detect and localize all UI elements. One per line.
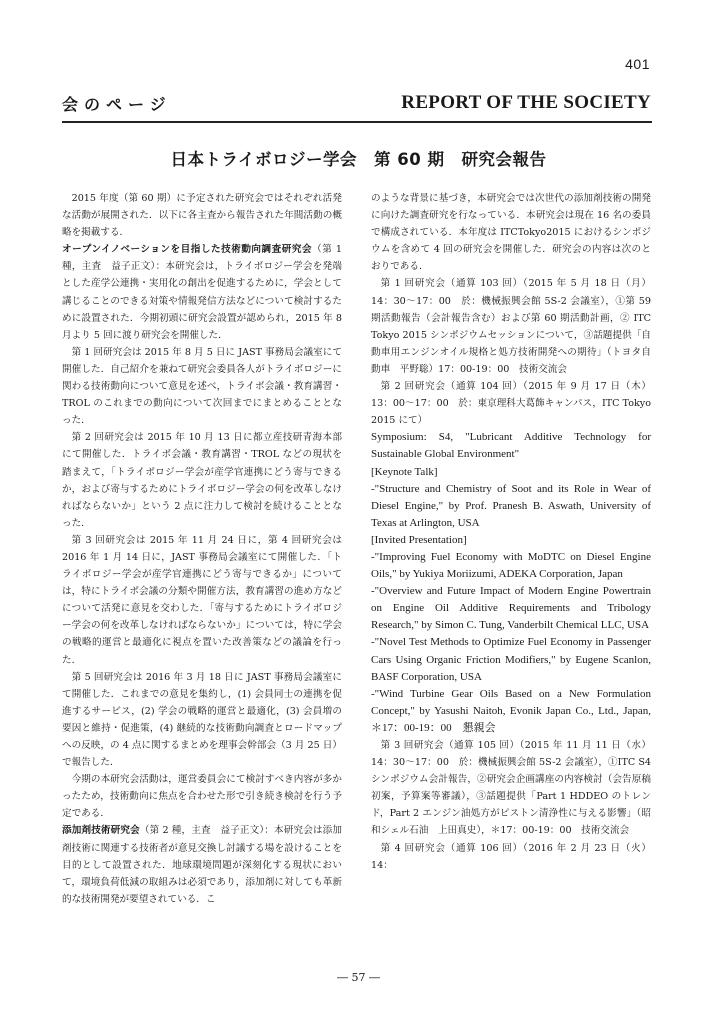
oi-meeting-5: 第 5 回研究会は 2016 年 3 月 18 日に JAST 事務局会議室にて開催した．これまでの意見を集約し，(1) 会員同士の連携を促進するサービス，(2) 学会の戦略的運営と最適化，(3) 会員増の要因と維持・促進策，(4) 継続的な技術動向調査とロードマップへの反映，の 4 点に関するまとめを理事会幹部会（3 月 25 日）で報告した． (62, 671, 342, 769)
intro-paragraph: 2015 年度（第 60 期）に予定された研究会ではそれぞれ活発な活動が展開された．以下に各主査から報告された年間活動の概略を掲載する． (62, 193, 342, 239)
keynote-label: [Keynote Talk] (371, 465, 438, 478)
page-title: 日本トライボロジー学会 第 60 期 研究会報告 (170, 150, 547, 169)
page-number: 401 (625, 56, 650, 72)
additive-committee-body: （第 2 種，主査 益子正文）：本研究会は添加剤技術に関連する技術者が意見交換し討議する場を設けることを目的として設置された．地球環境問題が深刻化する現状において，環境負荷低減の取組みは必須であり，添加剤に対しても革新的な技術開発が要望されている．こ (62, 825, 343, 905)
additive-committee-paragraph (62, 822, 342, 907)
additive-committee-heading: 添加剤技術研究会 (62, 825, 140, 837)
oi-committee-body: （第 1 種，主査 益子正文）：本研究会は，トライボロジー学会を発端とした産学公連携・実用化の創出を促進するために，学会として講じることのできる対策や情報発信方法などについて検討するために設置された．今期初頭に研究会設置が認められ，2015 年 8 月より 5 回に渡り研究会を開催した． (62, 244, 343, 341)
additive-continued: のような背景に基づき，本研究会では次世代の添加剤技術の開発に向けた調査研究を行なっている．本研究会は現在 16 名の委員で構成されている．本年度は ITCTokyo2015 におけるシンポジウムを含めて 4 回の研究会を開催した．研究会の内容は次のとおりである． (371, 193, 651, 273)
additive-meeting-3: 第 3 回研究会（通算 105 回）（2015 年 11 月 11 日（水）14：30～17：00 於：機械振興会館 5S-2 会議室），①ITC S4 シンポジウム会計報告，②研究会企画講座の内容検討（会告原稿初案，予算案等審議），③話題提供「Part 1 HDDEO のトレンド，Part 2 エンジン油処方がピストン清浄性に与える影響」（昭和シェル石油 上田真史），＊17：00-19：00 技術交流会 (371, 740, 651, 837)
keynote-talk: -"Structure and Chemistry of Soot and its Role in Wear of Diesel Engine," by Prof. Pranesh B. Aswath, University of Texas at Arlington, USA (371, 482, 651, 529)
symposium-title: Symposium: S4, "Lubricant Additive Technology for Sustainable Global Environment" (371, 431, 651, 461)
additive-meeting-4: 第 4 回研究会（通算 106 回）（2016 年 2 月 23 日（火）14： (371, 842, 651, 871)
invited-talk-2: -"Overview and Future Impact of Modern Engine Powertrain on Engine Oil Additive Requirements and Tribology Research," by Simon C. Tung, Vanderbilt Chemical LLC, USA (371, 585, 651, 632)
oi-committee-heading: オープンイノベーションを目指した技術動向調査研究会 (62, 244, 313, 256)
oi-meeting-2: 第 2 回研究会は 2015 年 10 月 13 日に都立産技研青海本部にて開催した．トライボ会議・教育講習・TROL などの現状を踏まえて，「トライボロジー学会が産学官連携にどう寄与できるか，および寄与するためにトライボロジー学会の何を改革しなければならないか」という 2 点に注力して検討を続けることとなった． (62, 432, 342, 529)
header-rule (62, 121, 652, 123)
additive-meeting-2: 第 2 回研究会（通算 104 回）（2015 年 9 月 17 日（木）13：00～17：00 於：東京理科大葛飾キャンパス，ITC Tokyo 2015 にて） (371, 381, 651, 427)
oi-meeting-1: 第 1 回研究会は 2015 年 8 月 5 日に JAST 事務局会議室にて開催した．自己紹介を兼ねて研究会委員各人がトライボロジーに関わる技術動向について意見を述べ，トライボ会議・教育講習・TROL のこれまでの動向について次回までにまとめることとなった． (62, 346, 342, 427)
oi-future-plan: 今期の本研究会活動は，運営委員会にて検討すべき内容が多かったため，技術動向に焦点を合わせた形で引き続き検討を行う予定である． (62, 774, 342, 820)
invited-talk-1: -"Improving Fuel Economy with MoDTC on Diesel Engine Oils," by Yukiya Moriizumi, ADEKA Corporation, Japan (371, 550, 651, 581)
right-column (371, 190, 651, 874)
oi-meeting-3-4: 第 3 回研究会は 2015 年 11 月 24 日に，第 4 回研究会は 2016 年 1 月 14 日に，JAST 事務局会議室にて開催した．「トライボロジー学会が産学官連携にどう寄与できるか」については，特にトライボ会議の分類や開催方法，教育講習の進め方などについて活発に意見を交わした．「寄与するためにトライボロジー学会の何を改革しなければならないか」については，特に学会の戦略的運営と最適化に視点を置いた改善策などの議論を行った． (62, 534, 342, 666)
left-column (62, 190, 342, 908)
section-title-japanese: 会のページ (62, 95, 172, 114)
footer-page-label: ― 57 ― (337, 971, 380, 984)
invited-talk-4: -"Wind Turbine Gear Oils Based on a New Formulation Concept," by Yasushi Naitoh, Evonik Japan Co., Ltd., Japan, ＊17：00-19：00 懇親会 (371, 687, 651, 734)
invited-talk-3: -"Novel Test Methods to Optimize Fuel Economy in Passenger Cars Using Organic Friction Modifiers," by Eugene Scanlon, BASF Corporation, USA (371, 636, 651, 683)
section-title-english: REPORT OF THE SOCIETY (401, 92, 651, 113)
oi-committee-paragraph (62, 241, 342, 344)
additive-meeting-1: 第 1 回研究会（通算 103 回）（2015 年 5 月 18 日（月）14：30～17：00 於：機械振興会館 5S-2 会議室），①第 59 期活動報告（会計報告含む）および第 60 期活動計画，② ITC Tokyo 2015 シンポジウムセッションについて，③話題提供「自動車用エンジンオイル規格と処方技術開発への期待」（トヨタ自動車 平野聡）17：00-19：00 技術交流会 (371, 278, 651, 375)
invited-label: [Invited Presentation] (371, 533, 467, 546)
